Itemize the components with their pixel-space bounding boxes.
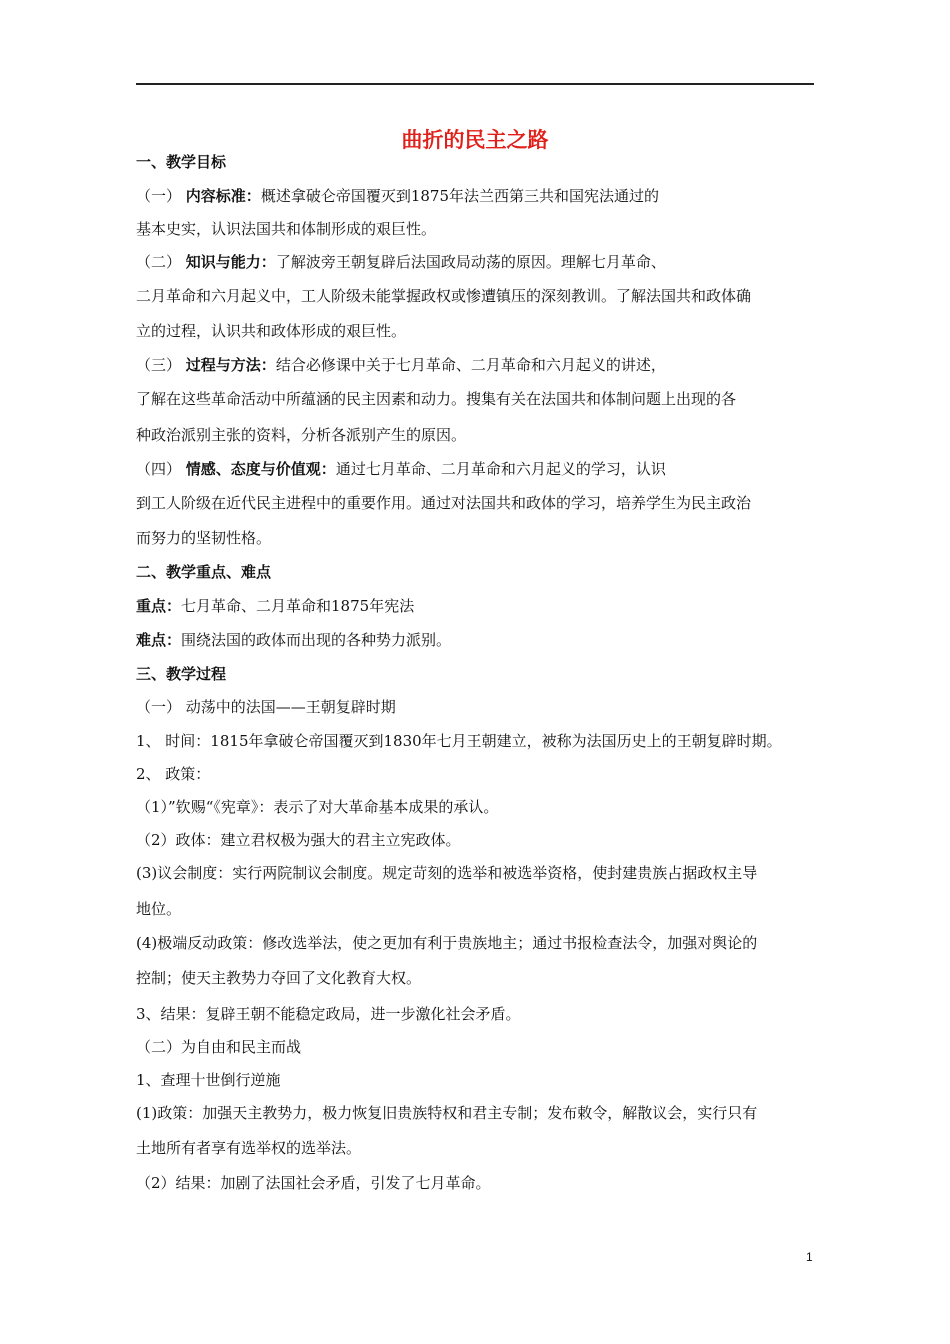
policy-4-cont: 控制；使天主教势力夺回了文化教育大权。 [136, 969, 422, 987]
section-heading-process: 三、教学过程 [136, 665, 227, 683]
page-number: 1 [806, 1250, 813, 1264]
subsection-2: （二）为自由和民主而战 [136, 1038, 302, 1056]
objective-3-label: 过程与方法： [185, 356, 276, 374]
difficult-point-text: 围绕法国的政体而出现的各种势力派别。 [181, 631, 452, 649]
key-point-text: 七月革命、二月革命和1875年宪法 [181, 597, 415, 615]
objective-4-cont: 到工人阶级在近代民主进程中的重要作用。通过对法国共和政体的学习，培养学生为民主政治 [136, 494, 752, 512]
key-point-label: 重点： [136, 597, 182, 615]
objective-4-text: 通过七月革命、二月革命和六月起义的学习，认识 [335, 460, 666, 478]
objective-1-label: 内容标准： [185, 187, 261, 205]
objective-3-cont2: 种政治派别主张的资料，分析各派别产生的原因。 [136, 426, 467, 444]
policy-3: (3)议会制度：实行两院制议会制度。规定苛刻的选举和被选举资格，使封建贵族占据政权主导 [136, 864, 758, 882]
key-point [136, 596, 816, 616]
objective-2-number: （二） [136, 253, 182, 271]
item-result: 3、结果：复辟王朝不能稳定政局，进一步激化社会矛盾。 [136, 1005, 521, 1023]
objective-2-cont: 二月革命和六月起义中，工人阶级未能掌握政权或惨遭镇压的深刻教训。了解法国共和政体确 [136, 287, 752, 305]
policy-3-cont: 地位。 [136, 900, 182, 918]
policy-4: (4)极端反动政策：修改选举法，使之更加有利于贵族地主；通过书报检查法令，加强对舆论的 [136, 934, 758, 952]
objective-2-label: 知识与能力： [185, 253, 276, 271]
difficult-point [136, 630, 816, 650]
subsection-1: （一） 动荡中的法国——王朝复辟时期 [136, 698, 396, 716]
item-charles-x: 1、查理十世倒行逆施 [136, 1071, 281, 1089]
objective-1-number: （一） [136, 187, 182, 205]
objective-3-text: 结合必修课中关于七月革命、二月革命和六月起义的讲述， [275, 356, 666, 374]
item-time: 1、 时间：1815年拿破仑帝国覆灭到1830年七月王朝建立，被称为法国历史上的王朝复辟时期。 [136, 732, 782, 750]
section-heading-objectives: 一、教学目标 [136, 153, 227, 171]
policy-1: （1）”钦赐“《宪章》：表示了对大革命基本成果的承认。 [136, 798, 499, 816]
objective-4 [136, 459, 816, 479]
objective-2 [136, 252, 816, 272]
objective-2-text: 了解波旁王朝复辟后法国政局动荡的原因。理解七月革命、 [275, 253, 666, 271]
document-title: 曲折的民主之路 [401, 128, 549, 152]
item-policy: 2、 政策： [136, 765, 211, 783]
objective-3-cont: 了解在这些革命活动中所蕴涵的民主因素和动力。搜集有关在法国共和体制问题上出现的各 [136, 390, 737, 408]
section-heading-key-points: 二、教学重点、难点 [136, 563, 272, 581]
difficult-point-label: 难点： [136, 631, 182, 649]
charles-policy-cont: 土地所有者享有选举权的选举法。 [136, 1139, 362, 1157]
header-rule [136, 83, 814, 85]
objective-1-text: 概述拿破仑帝国覆灭到1875年法兰西第三共和国宪法通过的 [260, 187, 659, 205]
charles-result: （2）结果：加剧了法国社会矛盾，引发了七月革命。 [136, 1174, 491, 1192]
objective-3-number: （三） [136, 356, 182, 374]
objective-3 [136, 355, 816, 375]
objective-1-cont: 基本史实，认识法国共和体制形成的艰巨性。 [136, 220, 437, 238]
policy-2: （2）政体：建立君权极为强大的君主立宪政体。 [136, 831, 461, 849]
objective-4-cont2: 而努力的坚韧性格。 [136, 529, 272, 547]
objective-4-label: 情感、态度与价值观： [185, 460, 336, 478]
objective-1 [136, 186, 816, 206]
objective-4-number: （四） [136, 460, 182, 478]
objective-2-cont2: 立的过程，认识共和政体形成的艰巨性。 [136, 322, 407, 340]
charles-policy: (1)政策：加强天主教势力，极力恢复旧贵族特权和君主专制；发布敕令，解散议会，实行只有 [136, 1104, 758, 1122]
